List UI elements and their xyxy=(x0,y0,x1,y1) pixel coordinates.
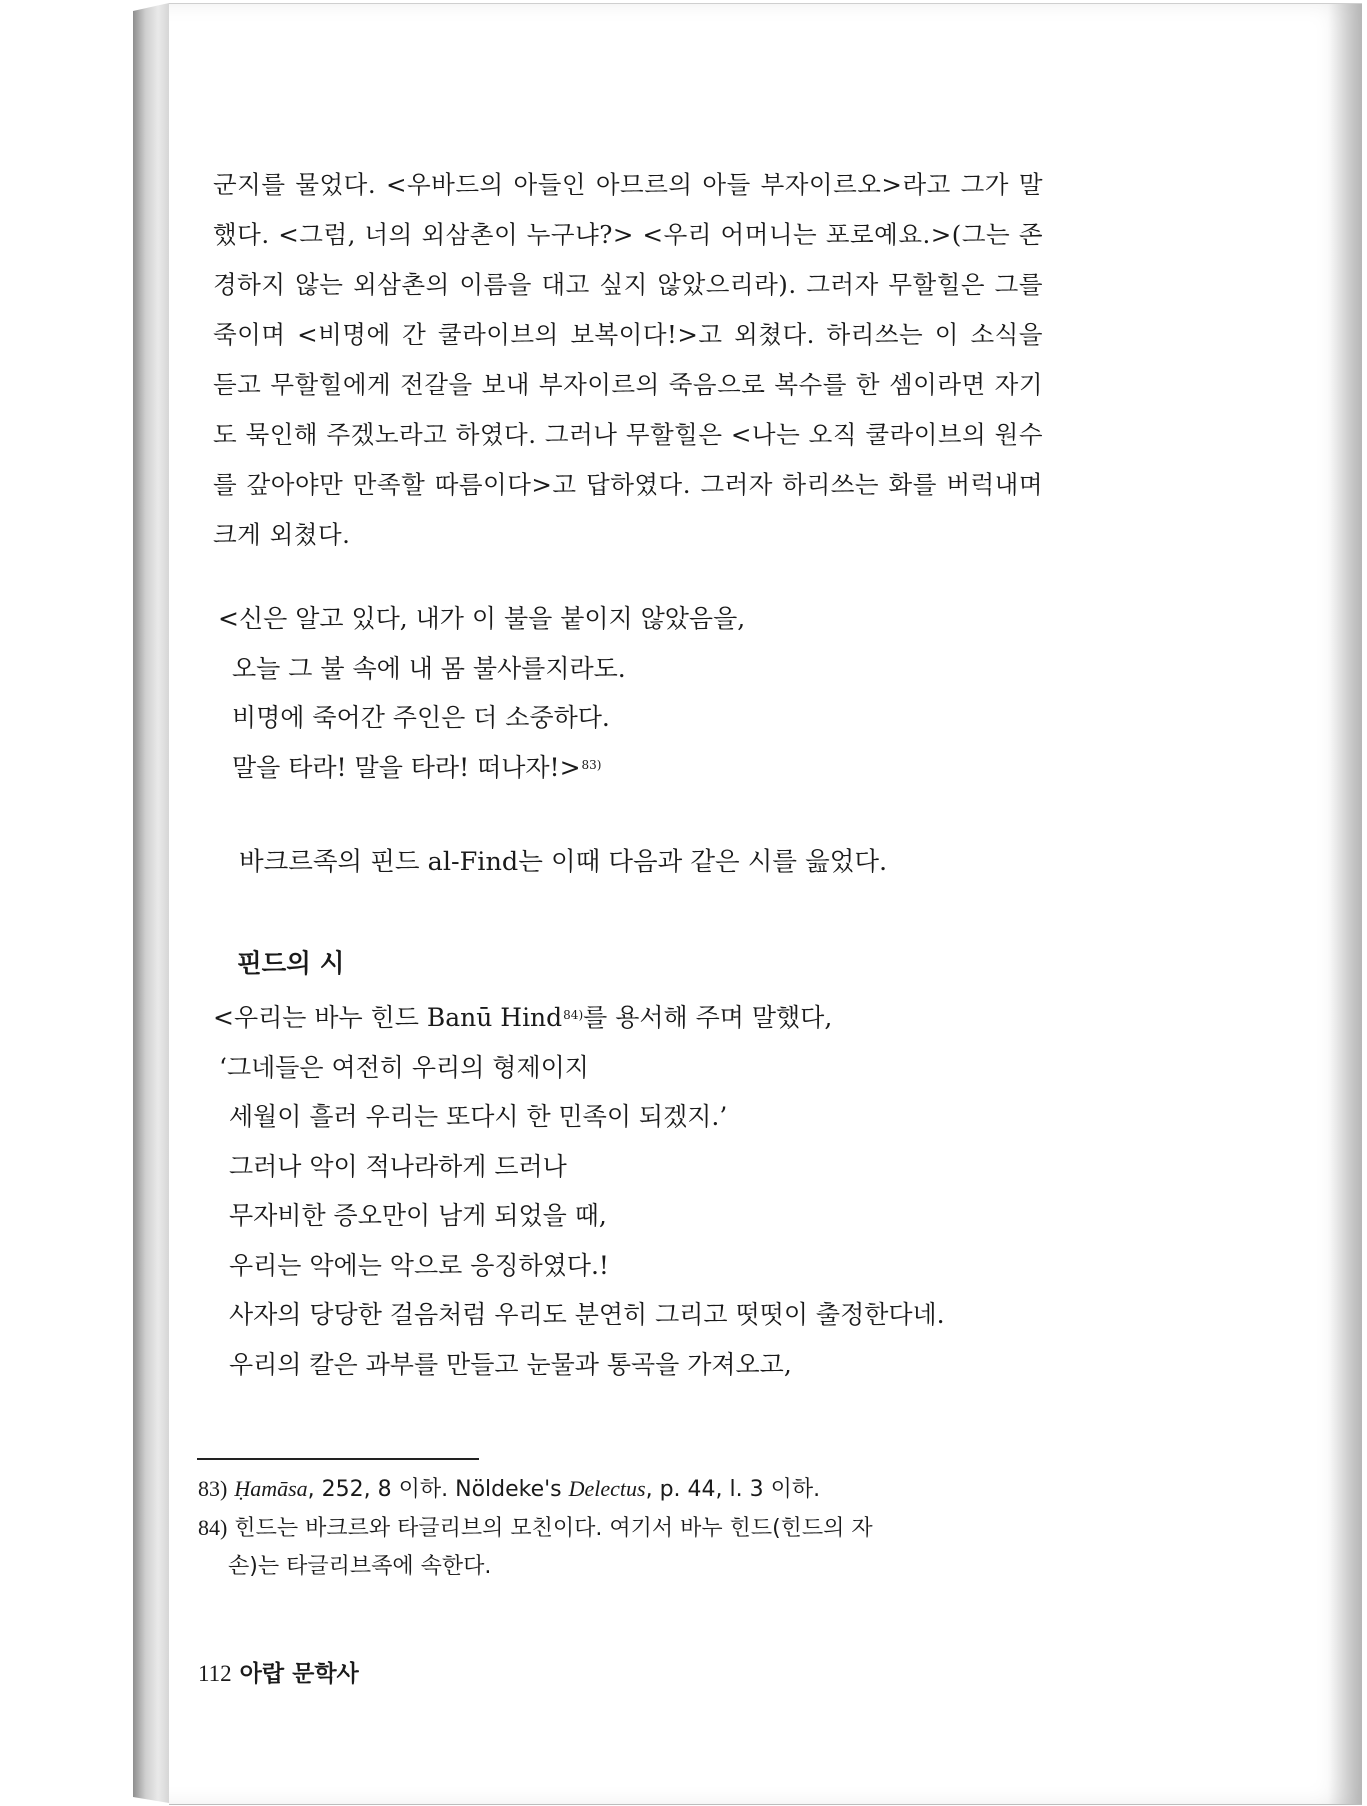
poem-line: ‘그네들은 여전히 우리의 형제이지 xyxy=(219,1052,589,1082)
poem-line xyxy=(218,743,745,793)
poem-intro: 바크르족의 핀드 al-Find는 이때 다음과 같은 시를 읊었다. xyxy=(239,847,888,877)
footnote-number: 83) xyxy=(198,1476,228,1501)
poem-line: 사자의 당당한 걸음처럼 우리도 분연히 그리고 떳떳이 출정한다네. xyxy=(229,1300,945,1329)
footnote-text: , 252, 8 이하. Nöldeke's xyxy=(307,1477,569,1502)
poem-line-text: 말을 타라! 말을 타라! 떠나자!> xyxy=(232,752,581,782)
footnotes xyxy=(198,1470,1044,1586)
poem-line: <신은 알고 있다, 내가 이 불을 붙이지 않았음을, xyxy=(218,604,746,633)
poem-harith xyxy=(218,594,745,792)
footnote-84-continued: 손)는 타글리브족에 속한다. xyxy=(228,1554,492,1579)
poem-line: 오늘 그 불 속에 내 몸 불사를지라도. xyxy=(232,653,626,683)
footnote-text: 힌드는 바크르와 타글리브의 모친이다. 여기서 바누 힌드(힌드의 자 xyxy=(234,1516,873,1541)
poem-line: 그러나 악이 적나라하게 드러나 xyxy=(229,1151,567,1181)
footnote-number: 84) xyxy=(198,1515,228,1540)
poem-line: 비명에 죽어간 주인은 더 소중하다. xyxy=(232,703,610,732)
page-folio xyxy=(198,1655,359,1688)
footnote-83 xyxy=(198,1470,1044,1509)
footnote-marker-83: 83) xyxy=(581,757,602,772)
book-spine-edge xyxy=(133,3,169,1803)
poem-line: 우리는 악에는 악으로 응징하였다.! xyxy=(229,1250,609,1280)
poem-line: 세월이 흘러 우리는 또다시 한 민족이 되겠지.’ xyxy=(229,1102,728,1131)
body-paragraph: 군지를 물었다. <우바드의 아들인 아므르의 아들 부자이르오>라고 그가 말했다. <그럼, 너의 외삼촌이 누구냐?> <우리 어머니는 포로예요.>(그는 존경하지 않는 외삼촌의 이름을 대고 싶지 않았으리라). 그러자 무할힐은 그를 죽이며 <비명에 간 쿨라이브의 보복이다!>고 외쳤다. 하리쓰는 이 소식을 듣고 무할힐에게 전갈을 보내 부자이르의 죽음으로 복수를 한 셈이라면 자기도 묵인해 주겠노라고 하였다. 그러나 무할힐은 <나는 오직 쿨라이브의 원수를 갚아야만 만족할 따름이다>고 답하였다. 그러자 하리쓰는 화를 버럭내며 크게 외쳤다. xyxy=(213,170,1043,549)
footnote-84 xyxy=(198,1509,1044,1548)
footnote-marker-84: 84) xyxy=(563,1008,584,1022)
poem-title: 핀드의 시 xyxy=(237,949,345,979)
poem-line-text: <우리는 바누 힌드 Banū Hind xyxy=(213,1003,563,1032)
footnote-divider xyxy=(197,1458,479,1460)
poem-line xyxy=(213,993,945,1043)
poem-line-text: 를 용서해 주며 말했다, xyxy=(583,1003,833,1032)
poem-line: 우리의 칼은 과부를 만들고 눈물과 통곡을 가져오고, xyxy=(229,1349,792,1379)
footnote-work: Delectus xyxy=(568,1476,646,1501)
body-text xyxy=(213,160,1043,560)
poem-find xyxy=(213,993,945,1389)
running-title: 아랍 문학사 xyxy=(239,1660,359,1687)
footnote-text: , p. 44, l. 3 이하. xyxy=(645,1477,821,1502)
poem-line: 무자비한 증오만이 남게 되었을 때, xyxy=(229,1201,607,1230)
page-curl-shadow xyxy=(1328,4,1362,1804)
page-number: 112 xyxy=(198,1661,232,1686)
footnote-title: Ḥamāsa xyxy=(234,1476,308,1501)
